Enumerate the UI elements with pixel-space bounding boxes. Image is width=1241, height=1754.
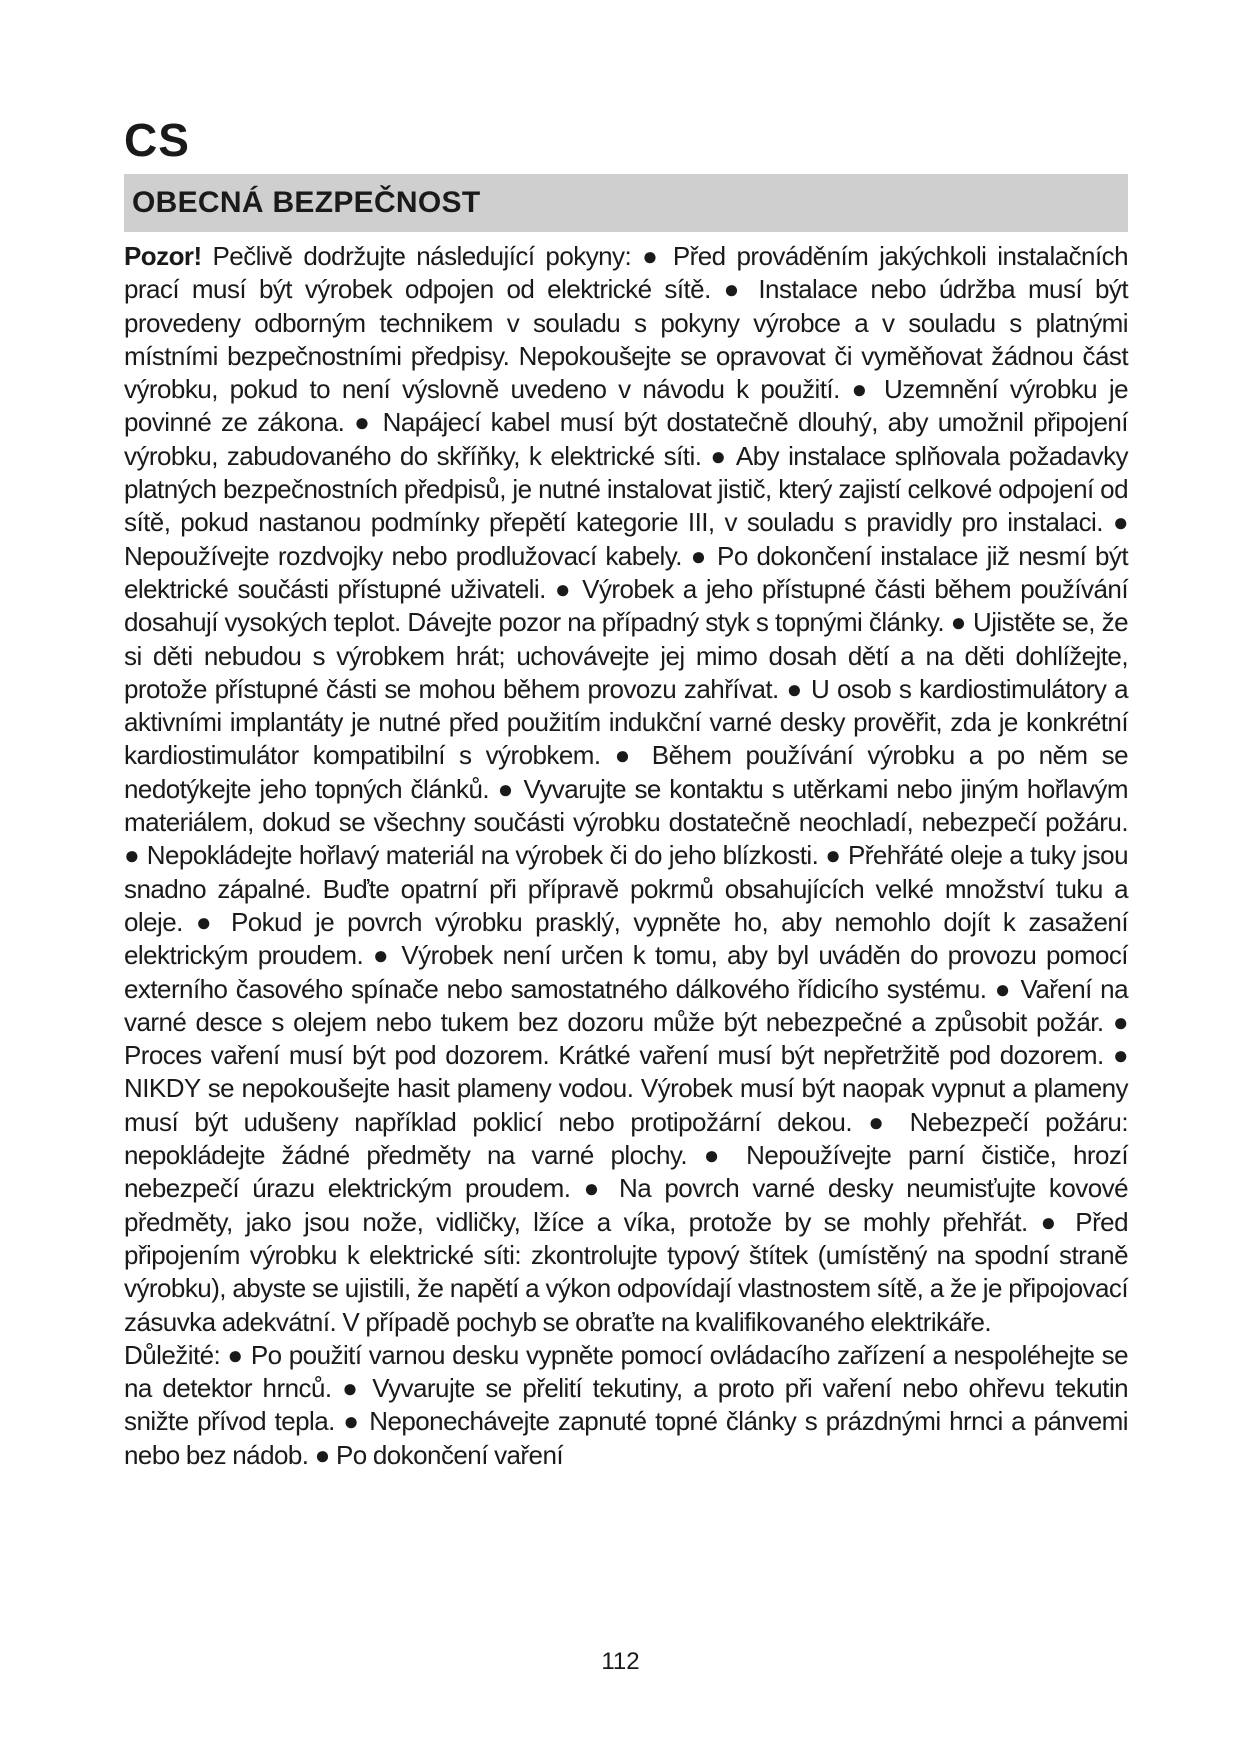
- section-title: OBECNÁ BEZPEČNOST: [132, 186, 481, 219]
- safety-paragraph-2: [124, 1339, 1128, 1472]
- warning-label: Pozor!: [124, 241, 202, 271]
- safety-text-2: Důležité: ● Po použití varnou desku vypněte pomocí ovládacího zařízení a nespoléhejte se na detektor hrnců. ● Vyvarujte se přelití tekutiny, a proto při vaření nebo ohřevu tekutin snižte přívod tepla. ● Neponechávejte zapnuté topné články s prázdnými hrnci a pánvemi nebo bez nádob. ● Po dokončení vaření: [124, 1339, 1128, 1470]
- document-page: [124, 112, 1128, 1472]
- section-header-bar: [124, 174, 1128, 232]
- safety-text-1: Pečlivě dodržujte následující pokyny: ● Před prováděním jakýchkoli instalačních prací musí být výrobek odpojen od elektrické sítě. ● Instalace nebo údržba musí být provedeny odborným technikem v souladu s pokyny výrobce a v souladu s platnými místními bezpečnostními předpisy. Nepokoušejte se opravovat či vyměňovat žádnou část výrobku, pokud to není výslovně uvedeno v návodu k použití. ● Uzemnění výrobku je povinné ze zákona. ● Napájecí kabel musí být dostatečně dlouhý, aby umožnil připojení výrobku, zabudovaného do skříňky, k elektrické síti. ● Aby instalace splňovala požadavky platných bezpečnostních předpisů, je nutné instalovat jistič, který zajistí celkové odpojení od sítě, pokud nastanou podmínky přepětí kategorie III, v souladu s pravidly pro instalaci. ● Nepoužívejte rozdvojky nebo prodlužovací kabely. ● Po dokončení instalace již nesmí být elektrické součásti přístupné uživateli. ● Výrobek a jeho přístupné části během používání dosahují vysokých teplot. Dávejte pozor na případný styk s topnými články. ● Ujistěte se, že si děti nebudou s výrobkem hrát; uchovávejte jej mimo dosah dětí a na děti dohlížejte, protože přístupné části se mohou během provozu zahřívat. ● U osob s kardiostimulátory a aktivními implantáty je nutné před použitím indukční varné desky prověřit, zda je konkrétní kardiostimulátor kompatibilní s výrobkem. ● Během používání výrobku a po něm se nedotýkejte jeho topných článků. ● Vyvarujte se kontaktu s utěrkami nebo jiným hořlavým materiálem, dokud se všechny součásti výrobku dostatečně neochladí, nebezpečí požáru. ● Nepokládejte hořlavý materiál na výrobek či do jeho blízkosti. ● Přehřáté oleje a tuky jsou snadno zápalné. Buďte opatrní při přípravě pokrmů obsahujících velké množství tuku a oleje. ● Pokud je povrch výrobku prasklý, vypněte ho, aby nemohlo dojít k zasažení elektrickým proudem. ● Výrobek není určen k tomu, aby byl uváděn do provozu pomocí externího časového spínače nebo samostatného dálkového řídicího systému. ● Vaření na varné desce s olejem nebo tukem bez dozoru může být nebezpečné a způsobit požár. ● Proces vaření musí být pod dozorem. Krátké vaření musí být nepřetržitě pod dozorem. ● NIKDY se nepokoušejte hasit plameny vodou. Výrobek musí být naopak vypnut a plameny musí být udušeny například poklicí nebo protipožární dekou. ● Nebezpečí požáru: nepokládejte žádné předměty na varné plochy. ● Nepoužívejte parní čističe, hrozí nebezpečí úrazu elektrickým proudem. ● Na povrch varné desky neumisťujte kovové předměty, jako jsou nože, vidličky, lžíce a víka, protože by se mohly přehřát. ● Před připojením výrobku k elektrické síti: zkontrolujte typový štítek (umístěný na spodní straně výrobku), abyste se ujistili, že napětí a výkon odpovídají vlastnostem sítě, a že je připojovací zásuvka adekvátní. V případě pochyb se obraťte na kvalifikovaného elektrikáře.: [124, 241, 1128, 1337]
- safety-paragraph-1: [124, 240, 1128, 1339]
- page-number: 112: [601, 1648, 640, 1675]
- language-code: CS: [124, 114, 190, 166]
